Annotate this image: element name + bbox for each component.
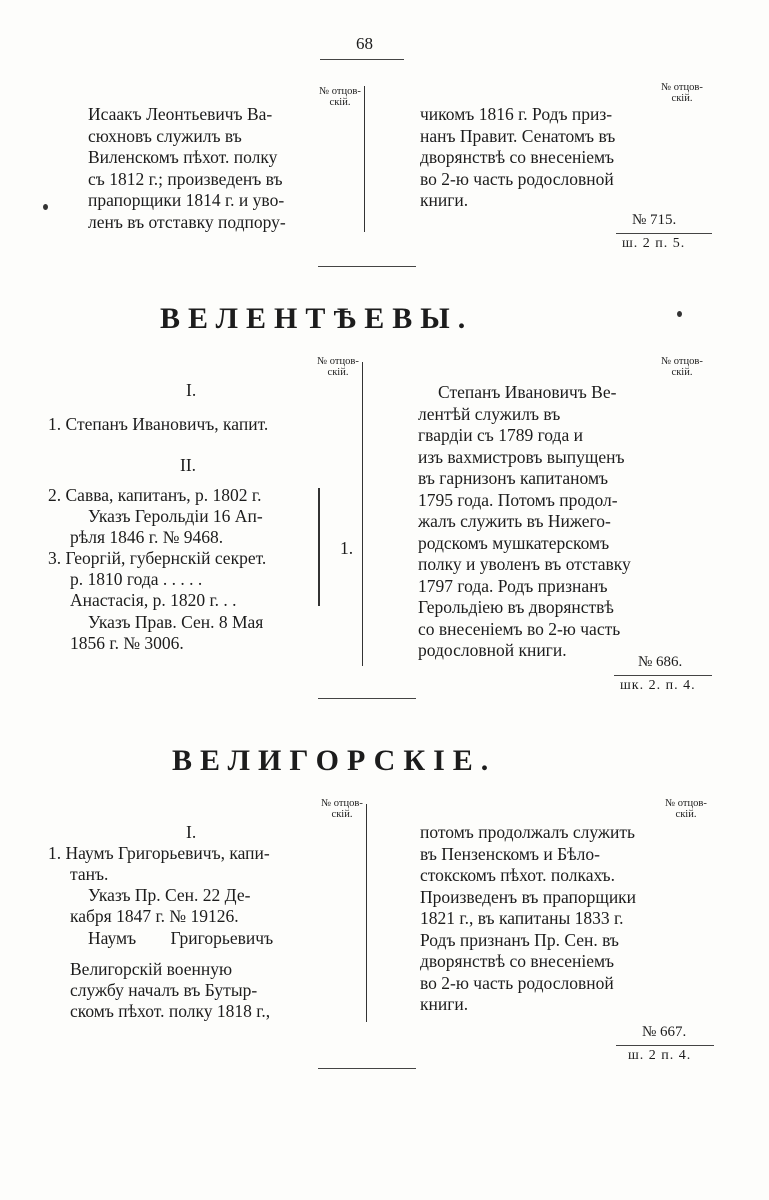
text-line: 1795 года. Потомъ продол-	[418, 489, 618, 510]
column-header-right: № отцов- скій.	[661, 82, 703, 104]
column-header-right: № отцов- скій.	[665, 798, 707, 820]
section1-right-text	[418, 382, 631, 662]
text-line: изъ вахмистровъ выпущенъ	[418, 446, 625, 467]
text-line: полку и уволенъ въ отставку	[418, 554, 631, 574]
text-line: нанъ Правит. Сенатомъ въ	[420, 125, 616, 146]
text-line: Виленскомъ пѣхот. полку	[88, 147, 278, 167]
text-line: въ гарнизонъ капитаномъ	[418, 468, 609, 488]
text-line: книги.	[420, 994, 469, 1014]
text-line: лентѣй служилъ въ	[418, 403, 561, 424]
section-separator	[318, 1068, 416, 1069]
text-line: 1821 г., въ капитаны 1833 г.	[420, 908, 624, 928]
text-line: танъ.	[70, 864, 109, 884]
text-line: потомъ продолжалъ служить	[420, 822, 636, 842]
text-line: со внесеніемъ во 2-ю часть	[418, 618, 621, 639]
text-line: во 2-ю часть родословной	[420, 972, 614, 993]
ink-speck	[43, 204, 48, 210]
text-line: съ 1812 г.; произведенъ въ	[88, 168, 283, 189]
family-title: ВЕЛИГОРСКІЕ.	[172, 744, 497, 777]
shelf-reference: ш. 2 п. 5.	[622, 236, 686, 251]
text-line: стокскомъ пѣхот. полкахъ.	[420, 865, 615, 885]
generation-ii: II.	[180, 455, 197, 475]
text-line: жалъ служить въ Нижего-	[418, 511, 611, 531]
text-line: Наумъ Григорьевичъ	[88, 928, 274, 948]
case-rule	[616, 1045, 714, 1046]
birth-line: р. 1810 года . . . . .	[70, 569, 203, 589]
children-brace	[318, 488, 320, 606]
text-line: въ Пензенскомъ и Бѣло-	[420, 843, 600, 864]
decree-line: Указъ Герольдіи 16 Ап-	[88, 506, 263, 526]
column-header-left: № отцов- скій.	[319, 86, 361, 108]
case-number: № 686.	[638, 654, 683, 670]
case-rule	[614, 675, 712, 676]
column-header-left: № отцов- скій.	[317, 356, 359, 378]
generation-i: I.	[186, 380, 197, 400]
case-number: № 667.	[642, 1024, 687, 1040]
text-line: прапорщики 1814 г. и уво-	[88, 190, 285, 210]
column-divider	[362, 362, 363, 666]
column-divider	[364, 86, 365, 232]
text-line: ленъ въ отставку подпору-	[88, 211, 286, 232]
entry-stepan: 1. Степанъ Ивановичъ, капит.	[48, 414, 269, 434]
entry-savva: 2. Савва, капитанъ, р. 1802 г.	[48, 485, 262, 505]
text-line: гвардіи съ 1789 года и	[418, 425, 583, 445]
entry-naum: 1. Наумъ Григорьевичъ, капи-	[48, 843, 270, 863]
section2-right-text	[420, 822, 636, 1016]
case-number: № 715.	[632, 212, 677, 228]
text-line: Родъ признанъ Пр. Сен. въ	[420, 929, 619, 950]
section-separator	[318, 698, 416, 699]
column-divider	[366, 804, 367, 1022]
decree-line: 1856 г. № 3006.	[70, 633, 184, 653]
text-line: Произведенъ въ прапорщики	[420, 886, 637, 907]
decree-line: кабря 1847 г. № 19126.	[70, 906, 239, 926]
decree-line: рѣля 1846 г. № 9468.	[70, 527, 224, 547]
text-line: Велигорскій военную	[70, 959, 233, 979]
section-separator	[318, 266, 416, 267]
case-rule	[616, 233, 712, 234]
top-left-text	[88, 104, 286, 233]
text-line: чикомъ 1816 г. Родъ приз-	[420, 104, 613, 124]
family-title: ВЕЛЕНТѢЕВЫ.	[160, 302, 474, 335]
text-line: родословной книги.	[418, 640, 567, 660]
decree-line: Указъ Прав. Сен. 8 Мая	[88, 612, 264, 632]
shelf-reference: ш. 2 п. 4.	[628, 1048, 692, 1063]
text-line: Степанъ Ивановичъ Ве-	[438, 382, 617, 402]
father-number: 1.	[340, 538, 354, 558]
entry-anastasia: Анастасія, р. 1820 г. . .	[70, 590, 237, 610]
top-right-text	[420, 104, 615, 212]
page-number: 68	[356, 34, 373, 53]
text-line: книги.	[420, 190, 469, 210]
text-line: родскомъ мушкатерскомъ	[418, 532, 610, 553]
shelf-reference: шк. 2. п. 4.	[620, 678, 696, 693]
text-line: 1797 года. Родъ признанъ	[418, 575, 608, 596]
decree-line: Указъ Пр. Сен. 22 Де-	[88, 885, 251, 905]
text-line: во 2-ю часть родословной	[420, 168, 614, 189]
ink-speck	[677, 311, 682, 317]
header-rule	[320, 59, 404, 60]
column-header-right: № отцов- скій.	[661, 356, 703, 378]
text-line: дворянствѣ со внесеніемъ	[420, 147, 615, 167]
text-line: дворянствѣ со внесеніемъ	[420, 951, 615, 971]
column-header-left: № отцов- скій.	[321, 798, 363, 820]
text-line: скомъ пѣхот. полку 1818 г.,	[70, 1001, 271, 1021]
text-line: сюхновъ служилъ въ	[88, 125, 242, 146]
entry-georgy: 3. Георгій, губернскій секрет.	[48, 548, 267, 568]
text-line: Исаакъ Леонтьевичъ Ва-	[88, 104, 273, 124]
text-line: Герольдіею въ дворянствѣ	[418, 597, 614, 617]
text-line: службу началъ въ Бутыр-	[70, 980, 258, 1000]
generation-i: I.	[186, 822, 197, 842]
